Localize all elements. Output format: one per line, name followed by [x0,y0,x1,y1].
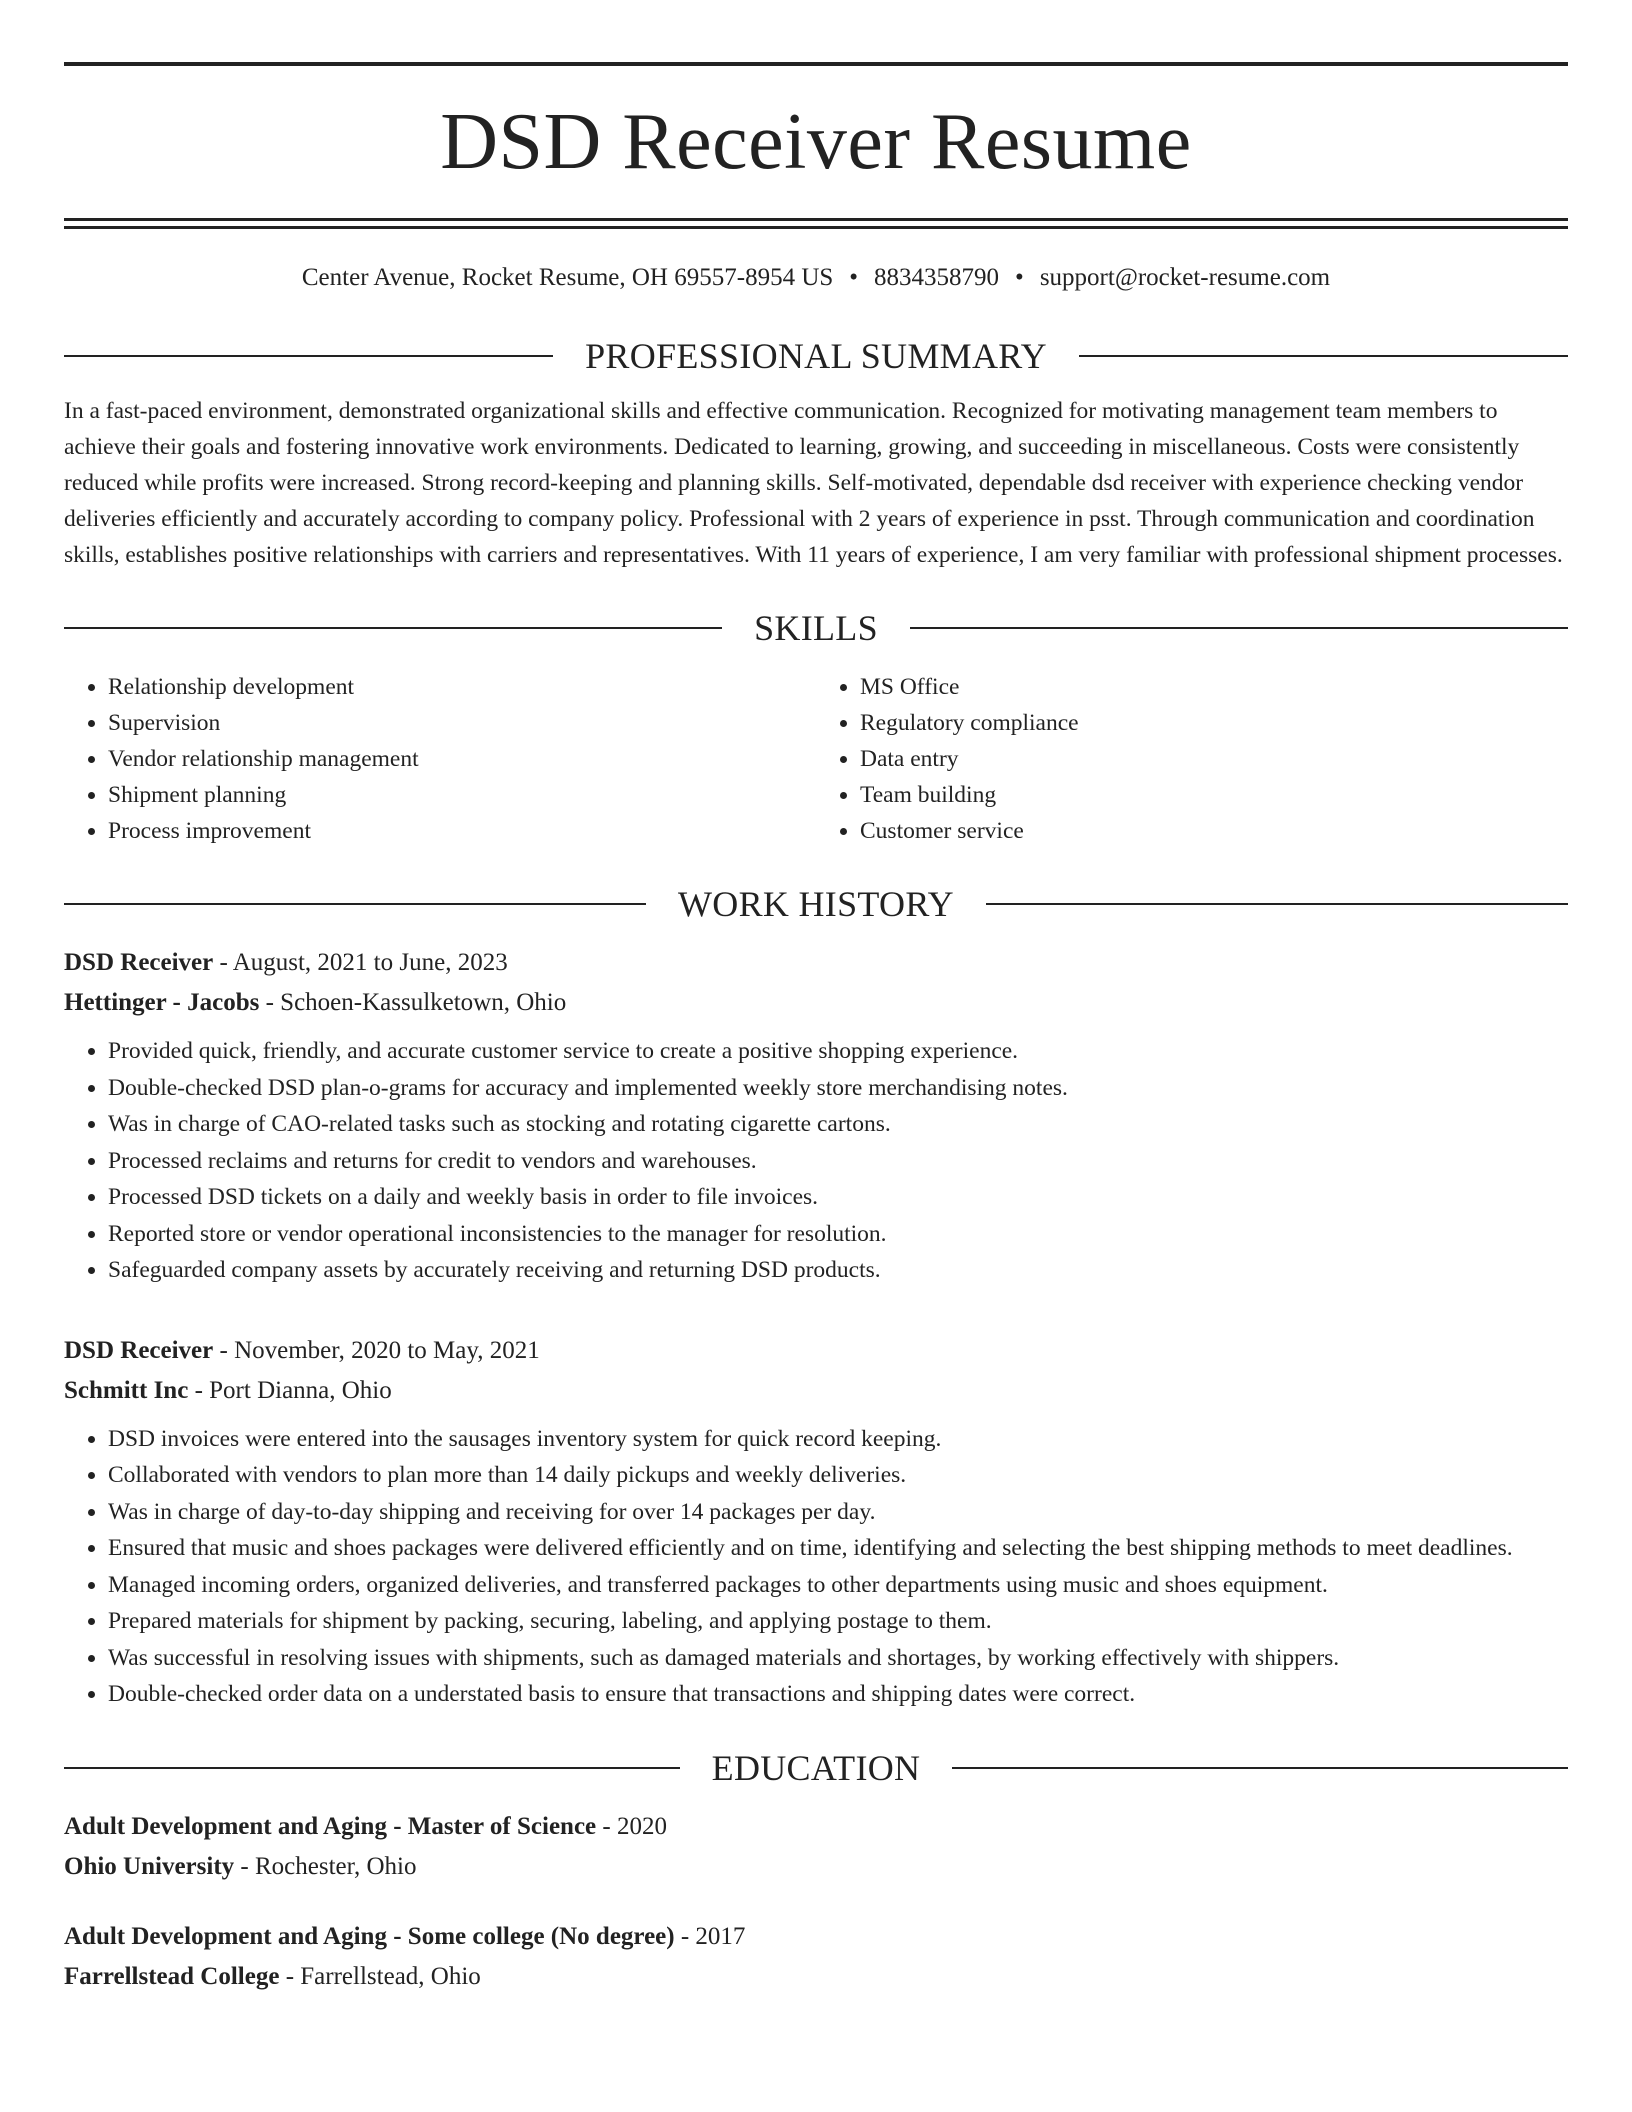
heading-rule-right [986,903,1568,905]
skill-item: • Vendor relationship management [108,741,816,777]
job-bullet: • Double-checked order data on a understated basis to ensure that transactions and shipping dates were correct. [108,1676,1568,1713]
job-bullet: • Collaborated with vendors to plan more than 14 daily pickups and weekly deliveries. [108,1457,1568,1494]
job-title: DSD Receiver [64,949,214,976]
summary-paragraph: In a fast-paced environment, demonstrated organizational skills and effective communication. Recognized for motivating management team members to achieve their goals and fostering innovative work environments. Dedicated to learning, growing, and succeeding in miscellaneous. Costs were consistently reduced while profits were increased. Strong record-keeping and planning skills. Self-motivated, dependable dsd receiver with experience checking vendor deliveries efficiently and accurately according to company policy. Professional with 2 years of experience in psst. Through communication and coordination skills, establishes positive relationships with carriers and representatives. With 11 years of experience, I am very familiar with professional shipment processes. [64,398,1563,568]
job-bullet: • DSD invoices were entered into the sausages inventory system for quick record keeping. [108,1421,1568,1458]
education-year: - 2017 [674,1922,746,1950]
work-section-heading [64,883,1568,925]
heading-rule-left [64,355,553,357]
work-heading-label: WORK HISTORY [678,884,954,924]
education-school: Ohio University [64,1852,235,1880]
job-company-line [64,983,1568,1023]
job-responsibilities [64,1033,1568,1289]
work-entry [64,1331,1568,1713]
education-entry [64,1807,1568,1887]
education-degree: Adult Development and Aging - Master of Science [64,1812,597,1840]
job-title: DSD Receiver [64,1336,214,1364]
education-school-line [64,1957,1568,1997]
education-degree: Adult Development and Aging - Some college (No degree) [64,1922,675,1950]
contact-line [64,263,1568,293]
skill-item: • Data entry [860,741,1568,777]
job-bullet: • Ensured that music and shoes packages were delivered efficiently and on time, identifying and selecting the best shipping methods to meet deadlines. [108,1530,1568,1567]
heading-rule-left [64,1767,680,1769]
contact-address: Center Avenue, Rocket Resume, OH 69557-8954 US [301,264,834,291]
education-heading-label: EDUCATION [711,1747,921,1788]
job-location: - Schoen-Kassulketown, Ohio [259,989,567,1016]
job-company-line [64,1371,1568,1411]
job-bullet: • Provided quick, friendly, and accurate customer service to create a positive shopping experience. [108,1033,1568,1070]
job-bullet: • Was in charge of day-to-day shipping and receiving for over 14 packages per day. [108,1494,1568,1531]
job-company: Hettinger - Jacobs [64,989,260,1016]
job-dates: - August, 2021 to June, 2023 [213,949,508,976]
job-bullet: • Safeguarded company assets by accurately receiving and returning DSD products. [108,1252,1568,1289]
skill-item: • MS Office [860,669,1568,705]
job-bullet: • Double-checked DSD plan-o-grams for accuracy and implemented weekly store merchandising notes. [108,1070,1568,1107]
skills-section-heading [64,607,1568,649]
heading-rule-left [64,903,646,905]
contact-email: support@rocket-resume.com [1039,264,1331,291]
skill-item: • Process improvement [108,813,816,849]
job-responsibilities [64,1421,1568,1713]
skills-column-right [816,669,1568,849]
education-year: - 2020 [596,1812,667,1840]
summary-heading-label: PROFESSIONAL SUMMARY [585,336,1047,376]
contact-phone: 8834358790 [874,264,1000,291]
job-dates: - November, 2020 to May, 2021 [213,1336,540,1364]
skill-item: • Shipment planning [108,777,816,813]
education-location: - Rochester, Ohio [234,1852,417,1880]
job-title-line [64,943,1568,983]
job-title-line [64,1331,1568,1371]
resume-title: DSD Receiver Resume [440,98,1192,186]
job-bullet: • Processed reclaims and returns for credit to vendors and warehouses. [108,1143,1568,1180]
job-location: - Port Dianna, Ohio [188,1376,392,1404]
education-location: - Farrellstead, Ohio [279,1962,481,1990]
job-bullet: • Was successful in resolving issues with shipments, such as damaged materials and shortages, by working effectively with shippers. [108,1640,1568,1677]
contact-separator: • [849,264,859,291]
heading-rule-right [952,1767,1568,1769]
job-company: Schmitt Inc [64,1376,189,1404]
job-bullet: • Was in charge of CAO-related tasks such as stocking and rotating cigarette cartons. [108,1106,1568,1143]
skill-item: • Customer service [860,813,1568,849]
job-bullet: • Processed DSD tickets on a daily and weekly basis in order to file invoices. [108,1179,1568,1216]
skills-heading-label: SKILLS [754,608,878,648]
skills-list [64,669,1568,849]
top-rule [64,62,1568,66]
skills-column-left [64,669,816,849]
education-section-heading [64,1747,1568,1789]
education-school-line [64,1847,1568,1887]
work-entry [64,943,1568,1289]
contact-separator: • [1015,264,1024,291]
skill-item: • Team building [860,777,1568,813]
job-bullet: • Prepared materials for shipment by packing, securing, labeling, and applying postage to them. [108,1603,1568,1640]
skill-item: • Relationship development [108,669,816,705]
heading-rule-right [1079,355,1568,357]
job-bullet: • Managed incoming orders, organized deliveries, and transferred packages to other departments using music and shoes equipment. [108,1567,1568,1604]
title-double-rule [64,218,1568,229]
education-degree-line [64,1917,1568,1957]
education-entry [64,1917,1568,1997]
heading-rule-left [64,627,722,629]
education-degree-line [64,1807,1568,1847]
education-school: Farrellstead College [64,1962,280,1990]
summary-section-heading [64,335,1568,377]
job-bullet: • Reported store or vendor operational inconsistencies to the manager for resolution. [108,1216,1568,1253]
skill-item: • Supervision [108,705,816,741]
skill-item: • Regulatory compliance [860,705,1568,741]
heading-rule-right [910,627,1568,629]
